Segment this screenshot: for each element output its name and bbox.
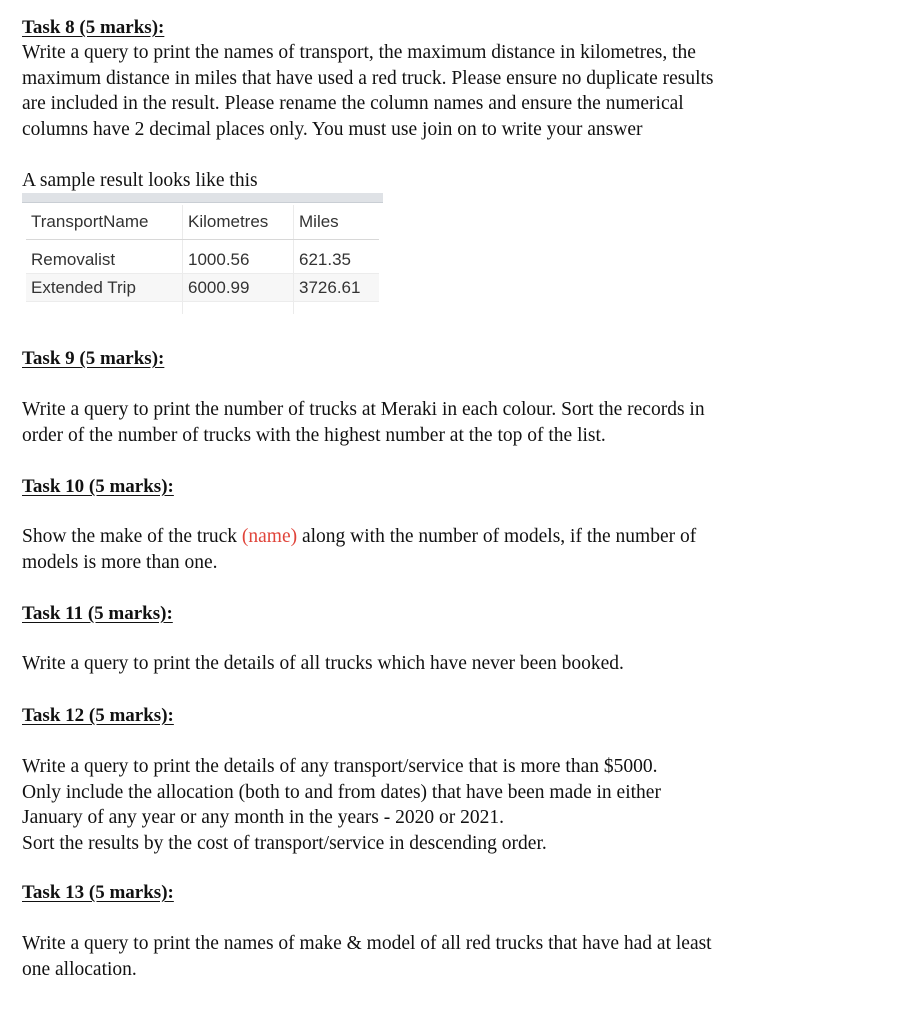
task8-line: are included in the result. Please rename the column names and ensure the numerical [22, 93, 684, 114]
column-header: Kilometres [183, 205, 294, 240]
column-header: TransportName [26, 205, 183, 240]
table-cell: 1000.56 [183, 240, 294, 274]
task12-line: Write a query to print the details of any transport/service that is more than $5000. [22, 756, 658, 777]
task12-description [22, 754, 862, 856]
table-row [26, 240, 379, 274]
task12-line: Only include the allocation (both to and from dates) that have been made in either [22, 781, 661, 803]
table-header-row [26, 205, 379, 240]
task11-heading: Task 11 (5 marks): [22, 603, 173, 624]
task8-line: columns have 2 decimal places only. You must use join on to write your answer [22, 118, 643, 140]
task10-text: Show the make of the truck [22, 526, 242, 547]
task10-line [22, 524, 862, 550]
table-cell: 6000.99 [183, 274, 294, 302]
table-toolbar-strip [22, 193, 383, 203]
table-row [26, 274, 379, 302]
sample-caption: A sample result looks like this [22, 170, 258, 191]
task8-description [22, 40, 862, 142]
sample-result-table [22, 193, 383, 321]
column-header: Miles [294, 205, 380, 240]
task9-heading: Task 9 (5 marks): [22, 348, 165, 369]
task12-heading: Task 12 (5 marks): [22, 705, 174, 726]
table-cell: 3726.61 [294, 274, 380, 302]
task12-line: Sort the results by the cost of transport/service in descending order. [22, 832, 547, 854]
task8-heading: Task 8 (5 marks): [22, 17, 165, 38]
table-cell: Removalist [26, 240, 183, 274]
task10-description [22, 524, 862, 575]
task13-line: one allocation. [22, 958, 137, 980]
task10-text: along with the number of models, if the number of [297, 526, 697, 547]
table-empty-row [26, 302, 379, 315]
table-cell: 621.35 [294, 240, 380, 274]
table-cell: Extended Trip [26, 274, 183, 302]
name-highlight: (name) [241, 526, 298, 547]
task13-line: Write a query to print the names of make & model of all red trucks that have had at least [22, 933, 712, 954]
task9-line: order of the number of trucks with the highest number at the top of the list. [22, 424, 606, 446]
task13-description [22, 931, 862, 982]
task9-line: Write a query to print the number of trucks at Meraki in each colour. Sort the records in [22, 399, 705, 420]
task13-heading: Task 13 (5 marks): [22, 882, 174, 903]
task10-line: models is more than one. [22, 551, 218, 573]
task11-line: Write a query to print the details of all trucks which have never been booked. [22, 653, 624, 674]
task8-line: Write a query to print the names of transport, the maximum distance in kilometres, the [22, 42, 696, 63]
task12-line: January of any year or any month in the years - 2020 or 2021. [22, 807, 504, 828]
task8-line: maximum distance in miles that have used a red truck. Please ensure no duplicate results [22, 67, 714, 89]
task10-heading: Task 10 (5 marks): [22, 476, 174, 497]
task11-description [22, 651, 862, 677]
task9-description [22, 397, 862, 448]
